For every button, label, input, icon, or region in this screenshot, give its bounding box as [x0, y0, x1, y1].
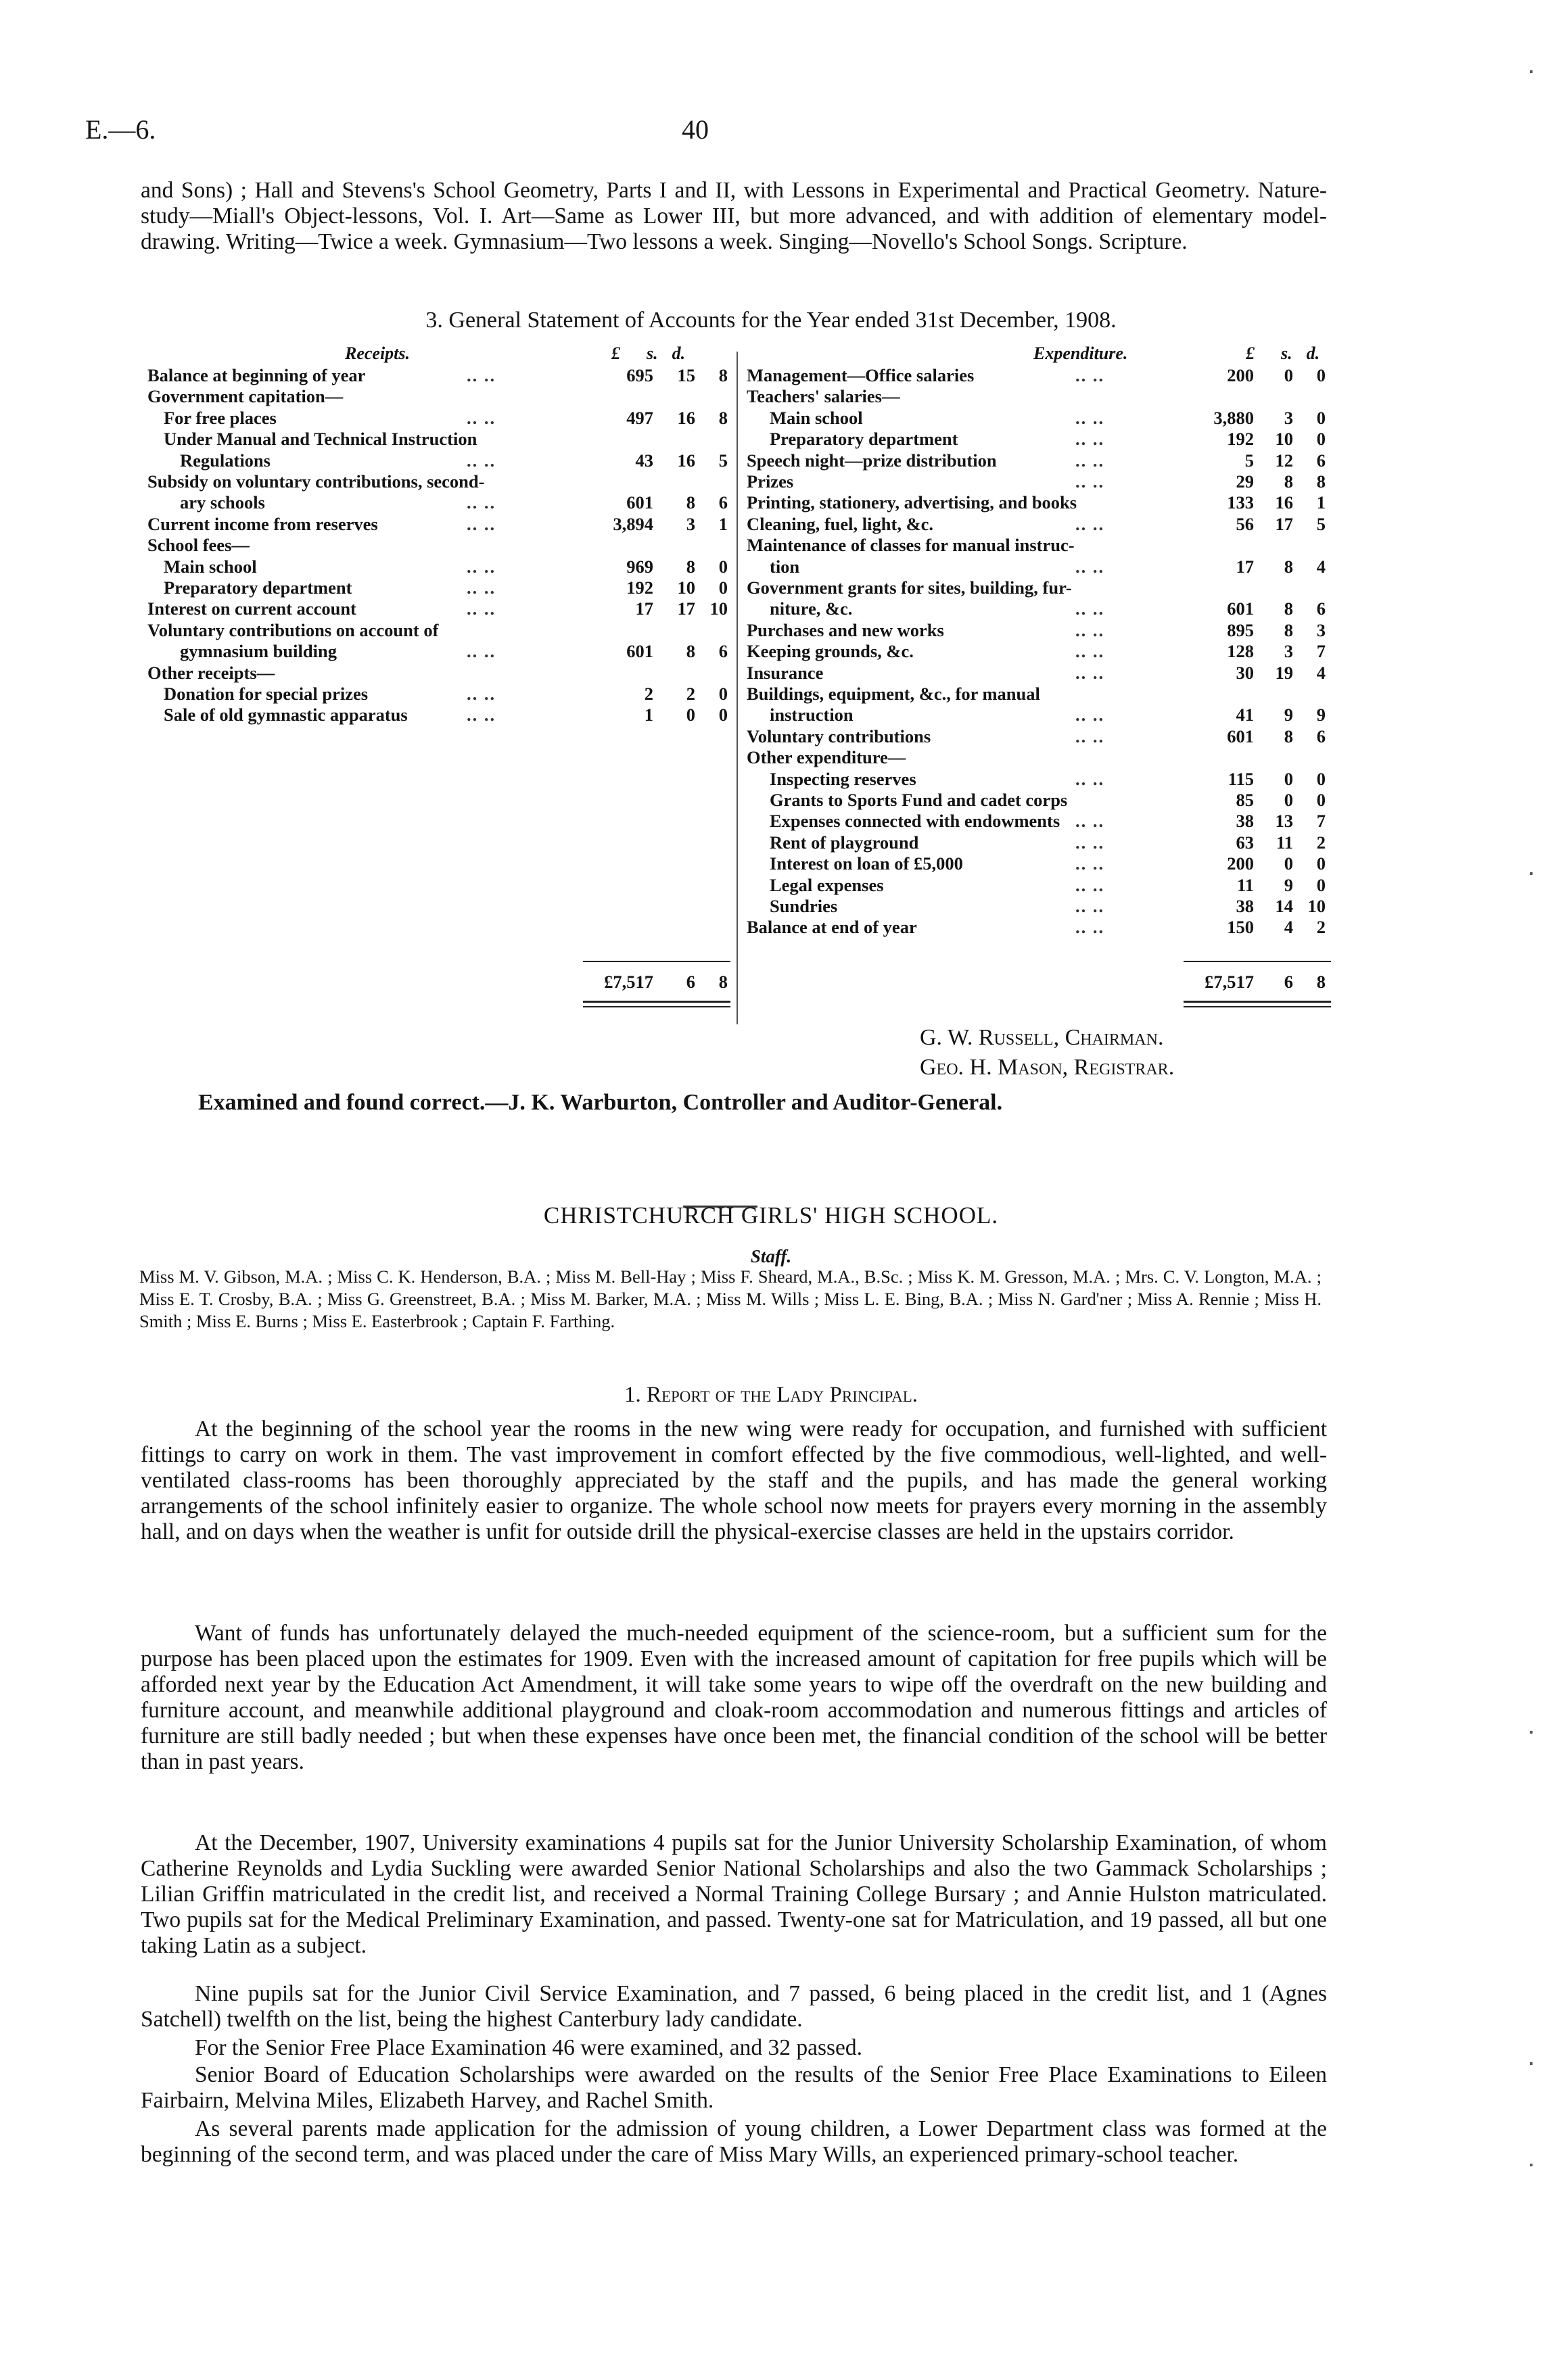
shilling-sign: s.	[647, 343, 658, 363]
pound-sign: £	[611, 343, 620, 363]
expenditure-label: Keeping grounds, &c.	[747, 641, 914, 662]
expenditure-shillings: 9	[1284, 705, 1293, 725]
auditor-statement: Examined and found correct.—J. K. Warburton, Controller and Auditor-General.	[198, 1090, 1003, 1115]
receipts-label: Government capitation—	[147, 386, 344, 407]
expenditure-pence: 7	[1316, 641, 1326, 662]
expenditure-label: Rent of playground	[770, 832, 919, 853]
receipts-pence: 6	[718, 492, 728, 513]
expenditure-label: Teachers' salaries—	[747, 386, 900, 407]
expenditure-total-rule-bottom	[1184, 1001, 1331, 1003]
receipts-label: Preparatory department	[164, 577, 352, 598]
expenditure-total-rule-top	[1184, 961, 1331, 962]
leader-dots: .. ..	[467, 577, 496, 598]
leader-dots: .. ..	[1075, 705, 1105, 725]
registrar-signature	[920, 1055, 1174, 1080]
expenditure-pounds: 38	[1236, 896, 1254, 916]
expenditure-shillings: 16	[1275, 492, 1293, 513]
expenditure-label: Interest on loan of £5,000	[770, 853, 963, 874]
expenditure-shillings: 0	[1284, 768, 1293, 789]
receipts-label: Balance at beginning of year	[147, 365, 366, 385]
report-paragraph-text: Senior Board of Education Scholarships were awarded on the results of the Senior Free Place Examinations to Eileen Fairbairn, Melvina Miles, Elizabeth Harvey, and Rachel Smith.	[141, 2062, 1327, 2113]
receipts-total-pounds: £7,517	[604, 972, 653, 992]
expenditure-pounds: 41	[1236, 705, 1254, 725]
expenditure-label: Sundries	[770, 896, 838, 916]
leader-dots: .. ..	[1075, 896, 1105, 916]
leader-dots: .. ..	[467, 492, 496, 513]
expenditure-pence: 4	[1316, 556, 1326, 577]
leader-dots: .. ..	[1075, 556, 1105, 577]
expenditure-shillings: 8	[1284, 598, 1293, 619]
expenditure-label: Expenses connected with endowments	[770, 811, 1060, 832]
report-paragraph-text: As several parents made application for the admission of young children, a Lower Department class was formed at the beginning of the second term, and was placed under the care of Miss Mary Wills, an experienced primary-school teacher.	[141, 2116, 1327, 2167]
expenditure-pounds: 128	[1227, 641, 1254, 662]
report-heading: 1. Report of the Lady Principal.	[624, 1383, 918, 1407]
receipts-pounds: 3,894	[613, 513, 653, 534]
school-title: CHRISTCHURCH GIRLS' HIGH SCHOOL.	[543, 1202, 999, 1229]
leader-dots: .. ..	[1075, 513, 1105, 534]
expenditure-label: Insurance	[747, 662, 824, 683]
expenditure-label: Management—Office salaries	[747, 365, 975, 385]
expenditure-pounds: 11	[1236, 874, 1254, 895]
expenditure-shillings: 11	[1276, 832, 1293, 853]
expenditure-shillings: 8	[1284, 471, 1293, 492]
receipts-pounds: 2	[644, 684, 653, 704]
expenditure-pounds: 895	[1227, 619, 1254, 640]
receipts-pence: 1	[718, 513, 728, 534]
receipts-pounds: 601	[626, 641, 653, 662]
receipts-pounds: 192	[626, 577, 653, 598]
leader-dots: .. ..	[1075, 725, 1105, 746]
receipts-heading: Receipts.	[345, 343, 411, 363]
expenditure-label: instruction	[770, 705, 854, 725]
receipts-pence: 0	[718, 684, 728, 704]
receipts-pounds: 969	[626, 556, 653, 577]
receipts-label: gymnasium building	[180, 641, 337, 662]
report-paragraph-text: Want of funds has unfortunately delayed the much-needed equipment of the science-room, but a sufficient sum for the purpose has been placed upon the estimates for 1909. Even with the increased amount of capitation for free pupils which will be afforded next year by the Education Act Amendment, it will take some years to wipe off the overdraft on the new building and furniture account, and meanwhile additional playground and cloak-room accommodation and numerous fittings and articles of furniture are still badly needed ; but when these expenses have once been met, the financial condition of the school will be better than in past years.	[141, 1621, 1327, 1774]
report-paragraph	[141, 1981, 1327, 2032]
leader-dots: .. ..	[1075, 811, 1105, 832]
expenditure-shillings: 12	[1275, 450, 1293, 471]
chairman-name: G. W. Russell, Chairman.	[920, 1025, 1164, 1050]
margin-mark	[1530, 872, 1533, 875]
receipts-currency-heading	[611, 343, 685, 364]
expenditure-pence: 5	[1316, 513, 1326, 534]
receipts-label: Current income from reserves	[147, 513, 378, 534]
receipts-shillings: 16	[677, 450, 695, 471]
report-paragraph-text: At the beginning of the school year the rooms in the new wing were ready for occupation, and furnished with sufficient fittings to carry on work in them. The vast improvement in comfort effected by the five commodious, well-lighted, and well-ventilated class-rooms has been thoroughly appreciated by the staff and the pupils, and has made the general working arrangements of the school infinitely easier to organize. The whole school now meets for prayers every morning in the assembly hall, and on days when the weather is unfit for outside drill the physical-exercise classes are held in the upstairs corridor.	[141, 1417, 1327, 1544]
receipts-label: Other receipts—	[147, 662, 275, 683]
leader-dots: .. ..	[1075, 662, 1105, 683]
expenditure-label: Speech night—prize distribution	[747, 450, 997, 471]
receipts-label: Under Manual and Technical Instruction	[164, 429, 477, 450]
leader-dots: .. ..	[1075, 853, 1105, 874]
expenditure-pounds: 3,880	[1213, 407, 1254, 428]
report-paragraph	[141, 1621, 1327, 1775]
expenditure-shillings: 4	[1284, 917, 1293, 938]
leader-dots: .. ..	[467, 513, 496, 534]
expenditure-pounds: 150	[1227, 917, 1254, 938]
expenditure-pence: 6	[1316, 598, 1326, 619]
receipts-total-rule-bottom	[583, 1001, 730, 1003]
receipts-shillings: 8	[686, 641, 695, 662]
receipts-label: Sale of old gymnastic apparatus	[164, 705, 408, 725]
receipts-label: Donation for special prizes	[164, 684, 369, 704]
document-code: E.—6.	[85, 114, 156, 145]
margin-mark	[1530, 1731, 1533, 1734]
expenditure-shillings: 8	[1284, 556, 1293, 577]
expenditure-pounds: 601	[1227, 725, 1254, 746]
expenditure-pence: 2	[1316, 917, 1326, 938]
expenditure-pounds: 133	[1227, 492, 1254, 513]
expenditure-shillings: 13	[1275, 811, 1293, 832]
receipts-label: Subsidy on voluntary contributions, second-	[147, 471, 485, 492]
receipts-shillings: 15	[677, 365, 695, 385]
expenditure-shillings: 17	[1275, 513, 1293, 534]
receipts-label: ary schools	[180, 492, 265, 513]
expenditure-pounds: 29	[1236, 471, 1254, 492]
expenditure-label: Cleaning, fuel, light, &c.	[747, 513, 934, 534]
receipts-total-pence: 8	[718, 972, 728, 992]
expenditure-pence: 0	[1316, 429, 1326, 450]
expenditure-pounds: 17	[1236, 556, 1254, 577]
report-paragraph	[141, 2062, 1327, 2114]
receipts-pounds: 695	[626, 365, 653, 385]
receipts-label: For free places	[164, 407, 277, 428]
expenditure-pence: 0	[1316, 853, 1326, 874]
expenditure-pounds: 5	[1244, 450, 1254, 471]
expenditure-pence: 8	[1316, 471, 1326, 492]
report-paragraph	[141, 1417, 1327, 1545]
page-number: 40	[682, 114, 709, 145]
report-paragraph	[141, 2035, 1327, 2061]
expenditure-shillings: 8	[1284, 725, 1293, 746]
leader-dots: .. ..	[1075, 471, 1105, 492]
receipts-label: Voluntary contributions on account of	[147, 619, 439, 640]
margin-mark	[1530, 2164, 1533, 2166]
expenditure-shillings: 8	[1284, 619, 1293, 640]
expenditure-shillings: 3	[1284, 641, 1293, 662]
receipts-label: Regulations	[180, 450, 271, 471]
leader-dots: .. ..	[1075, 407, 1105, 428]
expenditure-label: Other expenditure—	[747, 747, 906, 768]
expenditure-pounds: 38	[1236, 811, 1254, 832]
leader-dots: .. ..	[1075, 832, 1105, 853]
receipts-pence: 0	[718, 577, 728, 598]
expenditure-pence: 2	[1316, 832, 1326, 853]
page-header	[0, 114, 1542, 147]
expenditure-total-rule-bottom-2	[1184, 1006, 1331, 1007]
shilling-sign: s.	[1281, 343, 1292, 363]
receipts-pounds: 497	[626, 407, 653, 428]
expenditure-pounds: 115	[1228, 768, 1254, 789]
margin-mark	[1530, 70, 1533, 73]
expenditure-pounds: 63	[1236, 832, 1254, 853]
expenditure-pence: 0	[1316, 365, 1326, 385]
leader-dots: .. ..	[467, 641, 496, 662]
expenditure-shillings: 14	[1275, 896, 1293, 916]
expenditure-pence: 9	[1316, 705, 1326, 725]
expenditure-shillings: 0	[1284, 853, 1293, 874]
expenditure-heading: Expenditure.	[1033, 343, 1128, 363]
pence-sign: d.	[672, 343, 686, 363]
pound-sign: £	[1246, 343, 1255, 363]
leader-dots: .. ..	[1075, 365, 1105, 385]
expenditure-shillings: 10	[1275, 429, 1293, 450]
receipts-shillings: 3	[686, 513, 695, 534]
expenditure-pence: 10	[1307, 896, 1326, 916]
leader-dots: .. ..	[467, 407, 496, 428]
receipts-pounds: 601	[626, 492, 653, 513]
receipts-pence: 10	[709, 598, 728, 619]
chairman-signature	[920, 1025, 1163, 1051]
expenditure-label: Government grants for sites, building, fur-	[747, 577, 1072, 598]
leader-dots: .. ..	[467, 556, 496, 577]
leader-dots: .. ..	[1075, 450, 1105, 471]
leader-dots: .. ..	[467, 598, 496, 619]
receipts-total-rule-bottom-2	[583, 1006, 730, 1007]
expenditure-label: Printing, stationery, advertising, and books	[747, 492, 1077, 513]
expenditure-label: niture, &c.	[770, 598, 853, 619]
registrar-name: Geo. H. Mason, Registrar.	[920, 1055, 1175, 1080]
expenditure-pounds: 56	[1236, 513, 1254, 534]
staff-heading: Staff.	[750, 1246, 792, 1266]
receipts-pounds: 17	[635, 598, 653, 619]
receipts-shillings: 16	[677, 407, 695, 428]
expenditure-total-shillings: 6	[1284, 972, 1293, 992]
expenditure-label: Main school	[770, 407, 863, 428]
leader-dots: .. ..	[1075, 619, 1105, 640]
expenditure-pounds: 200	[1227, 853, 1254, 874]
leader-dots: .. ..	[467, 365, 496, 385]
expenditure-pence: 4	[1316, 662, 1326, 683]
receipts-shillings: 8	[686, 556, 695, 577]
expenditure-pence: 0	[1316, 768, 1326, 789]
expenditure-pence: 6	[1316, 725, 1326, 746]
expenditure-pounds: 192	[1227, 429, 1254, 450]
expenditure-label: Voluntary contributions	[747, 725, 931, 746]
leader-dots: .. ..	[1075, 641, 1105, 662]
expenditure-pence: 6	[1316, 450, 1326, 471]
leader-dots: .. ..	[1075, 429, 1105, 450]
column-divider	[737, 352, 738, 1024]
expenditure-pounds: 601	[1227, 598, 1254, 619]
receipts-pence: 8	[718, 365, 728, 385]
expenditure-label: tion	[770, 556, 800, 577]
receipts-label: School fees—	[147, 535, 250, 556]
expenditure-pounds: 85	[1236, 790, 1254, 810]
expenditure-pence: 0	[1316, 874, 1326, 895]
expenditure-label: Buildings, equipment, &c., for manual	[747, 684, 1040, 704]
expenditure-shillings: 9	[1284, 874, 1293, 895]
receipts-pounds: 1	[644, 705, 653, 725]
leader-dots: .. ..	[467, 705, 496, 725]
receipts-pence: 8	[718, 407, 728, 428]
expenditure-pence: 0	[1316, 407, 1326, 428]
leader-dots: .. ..	[467, 684, 496, 704]
receipts-pence: 5	[718, 450, 728, 471]
accounts-title: 3. General Statement of Accounts for the Year ended 31st December, 1908.	[425, 308, 1117, 333]
staff-list: Miss M. V. Gibson, M.A. ; Miss C. K. Henderson, B.A. ; Miss M. Bell-Hay ; Miss F. Sheard, M.A., B.Sc. ; Miss K. M. Gresson, M.A. ; Mrs. C. V. Longton, M.A. ; Miss E. T. Crosby, B.A. ; Miss G. Greenstreet, B.A. ; Miss M. Barker, M.A. ; Miss M. Wills ; Miss L. E. Bing, B.A. ; Miss N. Gard'ner ; Miss A. Rennie ; Miss H. Smith ; Miss E. Burns ; Miss E. Easterbrook ; Captain F. Farthing.	[139, 1266, 1322, 1331]
report-paragraph-text: At the December, 1907, University examinations 4 pupils sat for the Junior University Scholarship Examination, of whom Catherine Reynolds and Lydia Suckling were awarded Senior National Scholarships and also the two Gammack Scholarships ; Lilian Griffin matriculated in the credit list, and received a Normal Training College Bursary ; and Annie Hulston matriculated. Two pupils sat for the Medical Preliminary Examination, and passed. Twenty-one sat for Matriculation, and 19 passed, all but one taking Latin as a subject.	[141, 1830, 1327, 1958]
expenditure-pounds: 30	[1236, 662, 1254, 683]
receipts-pence: 6	[718, 641, 728, 662]
expenditure-pence: 3	[1316, 619, 1326, 640]
receipts-label: Interest on current account	[147, 598, 356, 619]
expenditure-label: Purchases and new works	[747, 619, 944, 640]
expenditure-total-pounds: £7,517	[1205, 972, 1254, 992]
receipts-total-shillings: 6	[686, 972, 695, 992]
expenditure-pence: 0	[1316, 790, 1326, 810]
expenditure-shillings: 0	[1284, 790, 1293, 810]
receipts-shillings: 8	[686, 492, 695, 513]
expenditure-pounds: 200	[1227, 365, 1254, 385]
leader-dots: .. ..	[1075, 874, 1105, 895]
receipts-shillings: 2	[686, 684, 695, 704]
report-paragraph	[141, 2116, 1327, 2168]
leader-dots: .. ..	[1075, 768, 1105, 789]
receipts-shillings: 17	[677, 598, 695, 619]
leader-dots: .. ..	[467, 450, 496, 471]
pence-sign: d.	[1306, 343, 1320, 363]
receipts-total-rule-top	[583, 961, 730, 962]
expenditure-label: Legal expenses	[770, 874, 884, 895]
expenditure-total-pence: 8	[1316, 972, 1326, 992]
expenditure-label: Balance at end of year	[747, 917, 917, 938]
leader-dots: .. ..	[1075, 917, 1105, 938]
receipts-label: Main school	[164, 556, 257, 577]
report-paragraph	[141, 1830, 1327, 1959]
expenditure-pence: 1	[1316, 492, 1326, 513]
expenditure-shillings: 0	[1284, 365, 1293, 385]
receipts-shillings: 10	[677, 577, 695, 598]
receipts-shillings: 0	[686, 705, 695, 725]
report-paragraph-text: For the Senior Free Place Examination 46 were examined, and 32 passed.	[195, 2035, 863, 2060]
expenditure-shillings: 3	[1284, 407, 1293, 428]
expenditure-label: Maintenance of classes for manual instruc-	[747, 535, 1075, 556]
expenditure-currency-heading	[1246, 343, 1319, 364]
expenditure-label: Inspecting reserves	[770, 768, 916, 789]
margin-mark	[1530, 2062, 1533, 2065]
expenditure-pence: 7	[1316, 811, 1326, 832]
receipts-pence: 0	[718, 556, 728, 577]
receipts-pence: 0	[718, 705, 728, 725]
receipts-pounds: 43	[635, 450, 653, 471]
expenditure-label: Preparatory department	[770, 429, 958, 450]
intro-paragraph: and Sons) ; Hall and Stevens's School Geometry, Parts I and II, with Lessons in Experimental and Practical Geometry. Nature-study—Miall's Object-lessons, Vol. I. Art—Same as Lower III, but more advanced, and with addition of elementary model-drawing. Writing—Twice a week. Gymnasium—Two lessons a week. Singing—Novello's School Songs. Scripture.	[141, 178, 1327, 254]
leader-dots: .. ..	[1075, 598, 1105, 619]
expenditure-shillings: 19	[1275, 662, 1293, 683]
expenditure-label: Grants to Sports Fund and cadet corps	[770, 790, 1068, 810]
expenditure-label: Prizes	[747, 471, 794, 492]
report-paragraph-text: Nine pupils sat for the Junior Civil Service Examination, and 7 passed, 6 being placed in the credit list, and 1 (Agnes Satchell) twelfth on the list, being the highest Canterbury lady candidate.	[141, 1981, 1327, 2032]
